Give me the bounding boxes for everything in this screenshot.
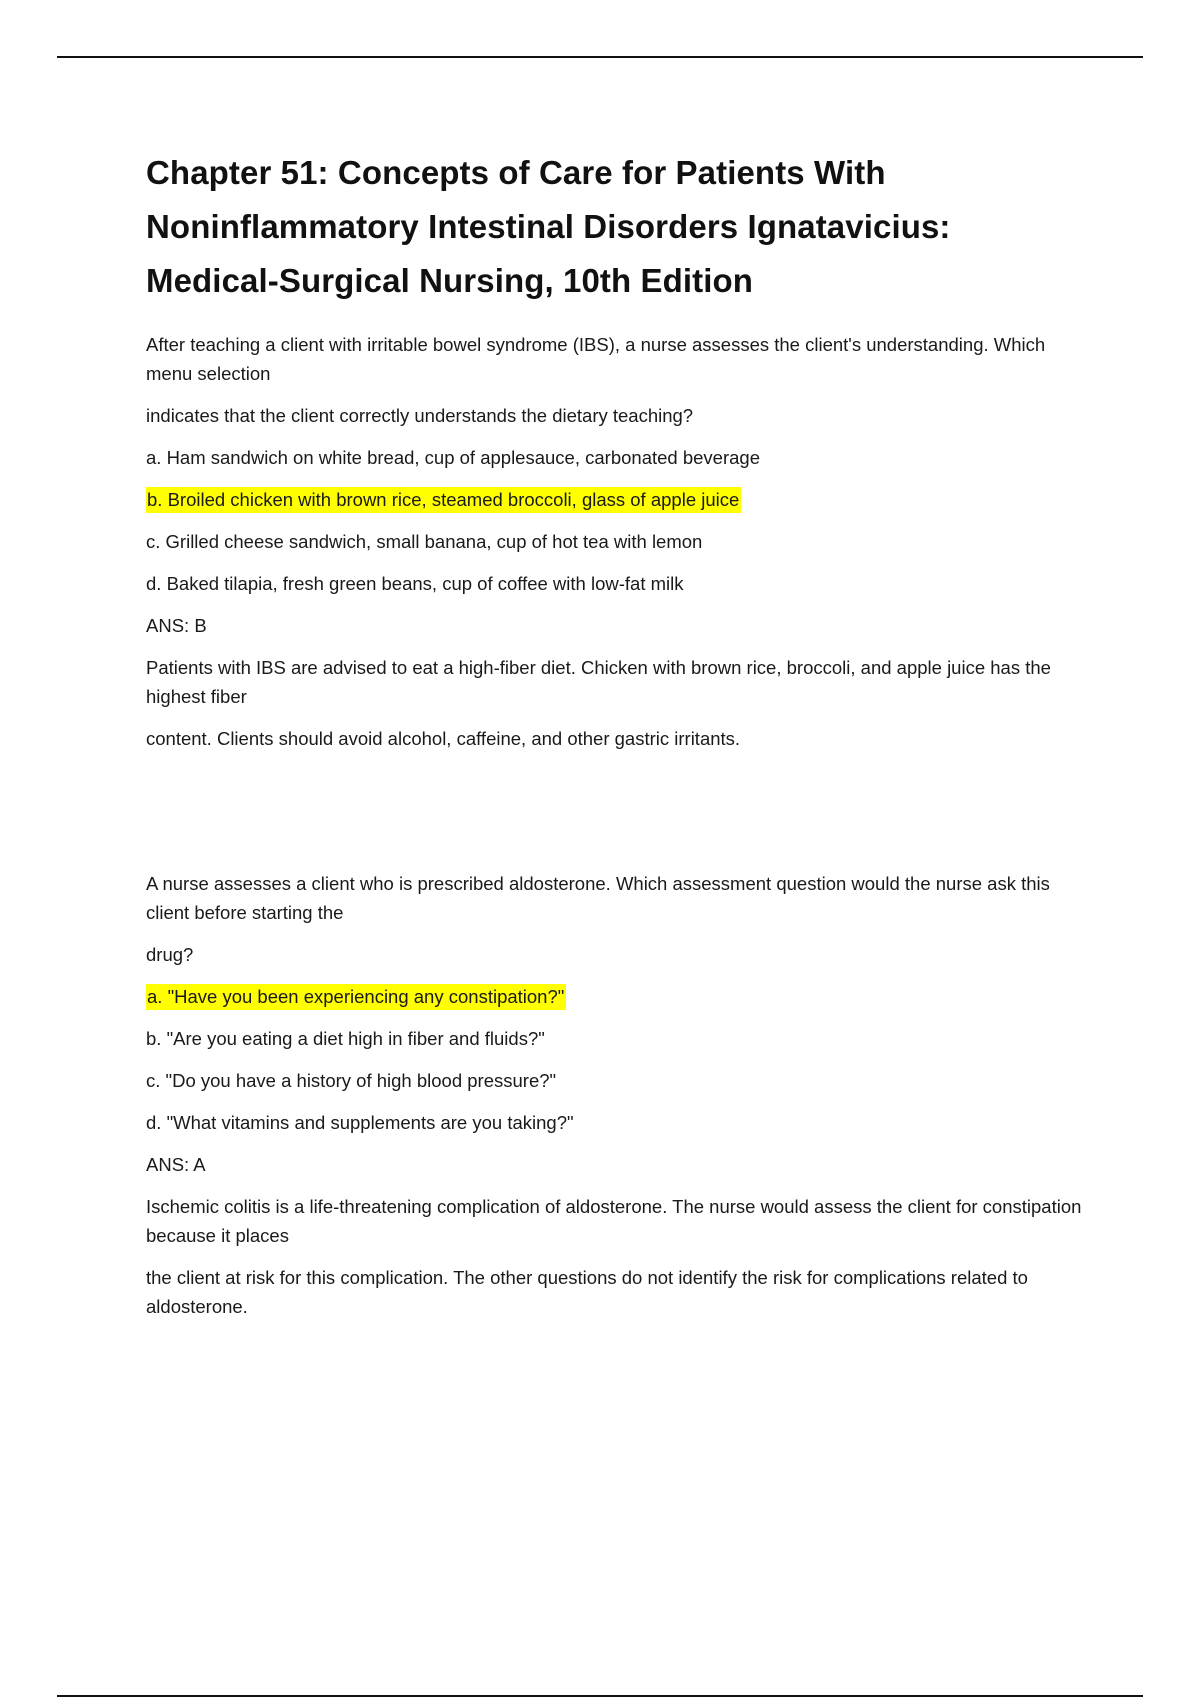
rationale: Ischemic colitis is a life-threatening complication of aldosterone. The nurse would assess the client for constipation because it places <box>146 1196 1082 1246</box>
question-stem-continued: indicates that the client correctly understands the dietary teaching? <box>146 405 694 426</box>
rationale-continued: content. Clients should avoid alcohol, caffeine, and other gastric irritants. <box>146 728 741 749</box>
question-stem: After teaching a client with irritable bowel syndrome (IBS), a nurse assesses the client's understanding. Which menu selection <box>146 334 1046 384</box>
highlighted-answer: b. Broiled chicken with brown rice, steamed broccoli, glass of apple juice <box>146 487 741 513</box>
bottom-rule <box>57 1695 1143 1697</box>
option-a: a. Ham sandwich on white bread, cup of applesauce, carbonated beverage <box>146 447 760 468</box>
question-stem-continued: drug? <box>146 944 194 965</box>
answer-key: ANS: A <box>146 1154 206 1175</box>
top-rule <box>57 56 1143 58</box>
document-title: Chapter 51: Concepts of Care for Patients With Noninflammatory Intestinal Disorders Ignatavicius: Medical-Surgical Nursing, 10th Edition <box>146 154 951 299</box>
highlighted-answer: a. "Have you been experiencing any constipation?" <box>146 984 566 1010</box>
option-c: c. "Do you have a history of high blood pressure?" <box>146 1070 557 1091</box>
rationale-continued: the client at risk for this complication. The other questions do not identify the risk for complications related to aldosterone. <box>146 1267 1028 1317</box>
question-spacer <box>146 753 1086 869</box>
option-d: d. Baked tilapia, fresh green beans, cup of coffee with low-fat milk <box>146 573 684 594</box>
answer-key: ANS: B <box>146 615 207 636</box>
page-content <box>146 146 1086 1321</box>
option-b-highlighted <box>146 485 1086 514</box>
question-1 <box>146 330 1086 753</box>
rationale: Patients with IBS are advised to eat a high-fiber diet. Chicken with brown rice, broccoli, and apple juice has the highest fiber <box>146 657 1051 707</box>
question-2 <box>146 869 1086 1321</box>
option-a-highlighted <box>146 982 1086 1011</box>
option-c: c. Grilled cheese sandwich, small banana, cup of hot tea with lemon <box>146 531 703 552</box>
option-d: d. "What vitamins and supplements are you taking?" <box>146 1112 574 1133</box>
option-b: b. "Are you eating a diet high in fiber and fluids?" <box>146 1028 545 1049</box>
question-stem: A nurse assesses a client who is prescribed aldosterone. Which assessment question would the nurse ask this client before starting the <box>146 873 1050 923</box>
